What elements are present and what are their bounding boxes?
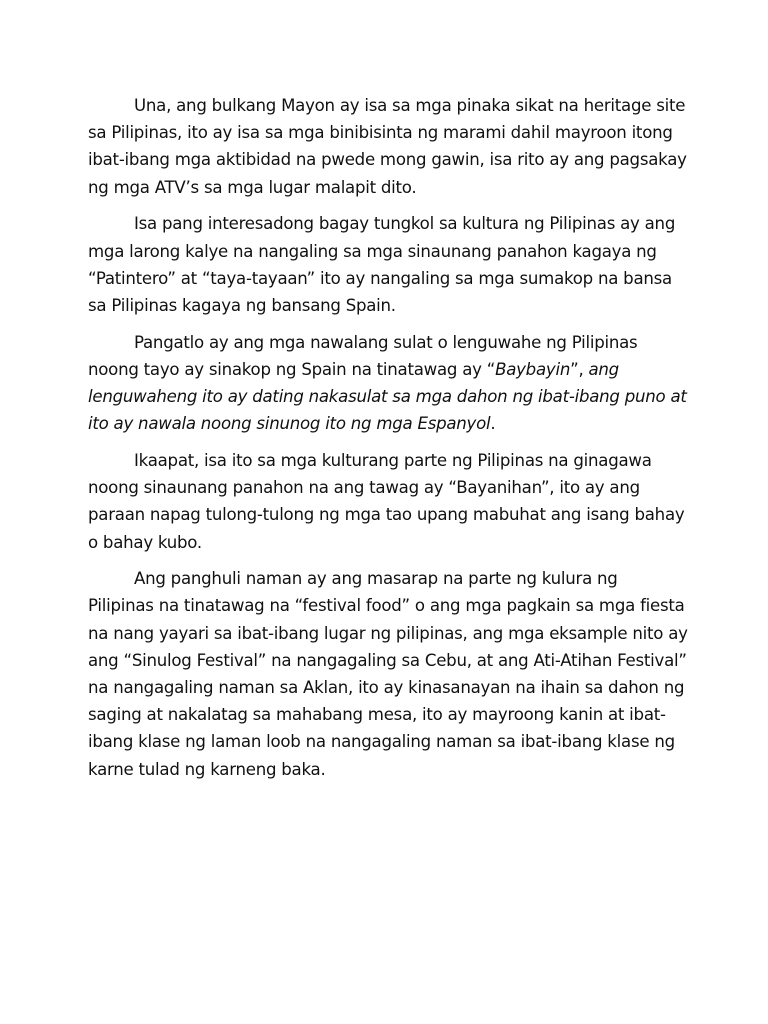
paragraph-festival-food: Ang panghuli naman ay ang masarap na parte ng kulura ng Pilipinas na tinatawag na “festival food” o ang mga pagkain sa mga fiesta na nang yayari sa ibat-ibang lugar ng pilipinas, ang mga eksample nito ay ang “Sinulog Festival” na nangagaling sa Cebu, at ang Ati-Atihan Festival” na nangagaling naman sa Aklan, ito ay kinasanayan na ihain sa dahon ng saging at nakalatag sa mahabang mesa, ito ay mayroong kanin at ibat-ibang klase ng laman loob na nangagaling naman sa ibat-ibang klase ng karne tulad ng karneng baka. <box>88 569 688 779</box>
baybayin-description: ang lenguwaheng ito ay dating nakasulat sa mga dahon ng ibat-ibang puno at ito ay nawala noong sinunog ito ng mga Espanyol <box>88 359 687 434</box>
paragraph-bayanihan: Ikaapat, isa ito sa mga kulturang parte ng Pilipinas na ginagawa noong sinaunang panahon na ang tawag ay “Bayanihan”, ito ay ang paraan napag tulong-tulong ng mga tao upang mabuhat ang isang bahay o bahay kubo. <box>88 450 685 552</box>
baybayin-text-middle: ”, <box>570 359 589 379</box>
paragraph-street-games: Isa pang interesadong bagay tungkol sa kultura ng Pilipinas ay ang mga larong kalye na nangaling sa mga sinaunang panahon kagaya ng “Patintero” at “taya-tayaan” ito ay nangaling sa mga sumakop na bansa sa Pilipinas kagaya ng bansang Spain. <box>88 214 676 315</box>
paragraph-mayon: Una, ang bulkang Mayon ay isa sa mga pinaka sikat na heritage site sa Pilipinas, ito ay isa sa mga binibisinta ng marami dahil mayroon itong ibat-ibang mga aktibidad na pwede mong gawin, isa rito ay ang pagsakay ng mga ATV’s sa mga lugar malapit dito. <box>88 96 687 197</box>
document-page <box>88 92 688 792</box>
baybayin-term: Baybayin <box>495 359 571 379</box>
baybayin-text-end: . <box>490 414 496 434</box>
paragraph-baybayin <box>88 329 688 438</box>
baybayin-text-before: Pangatlo ay ang mga nawalang sulat o lenguwahe ng Pilipinas noong tayo ay sinakop ng Spain na tinatawag ay “ <box>88 332 638 379</box>
